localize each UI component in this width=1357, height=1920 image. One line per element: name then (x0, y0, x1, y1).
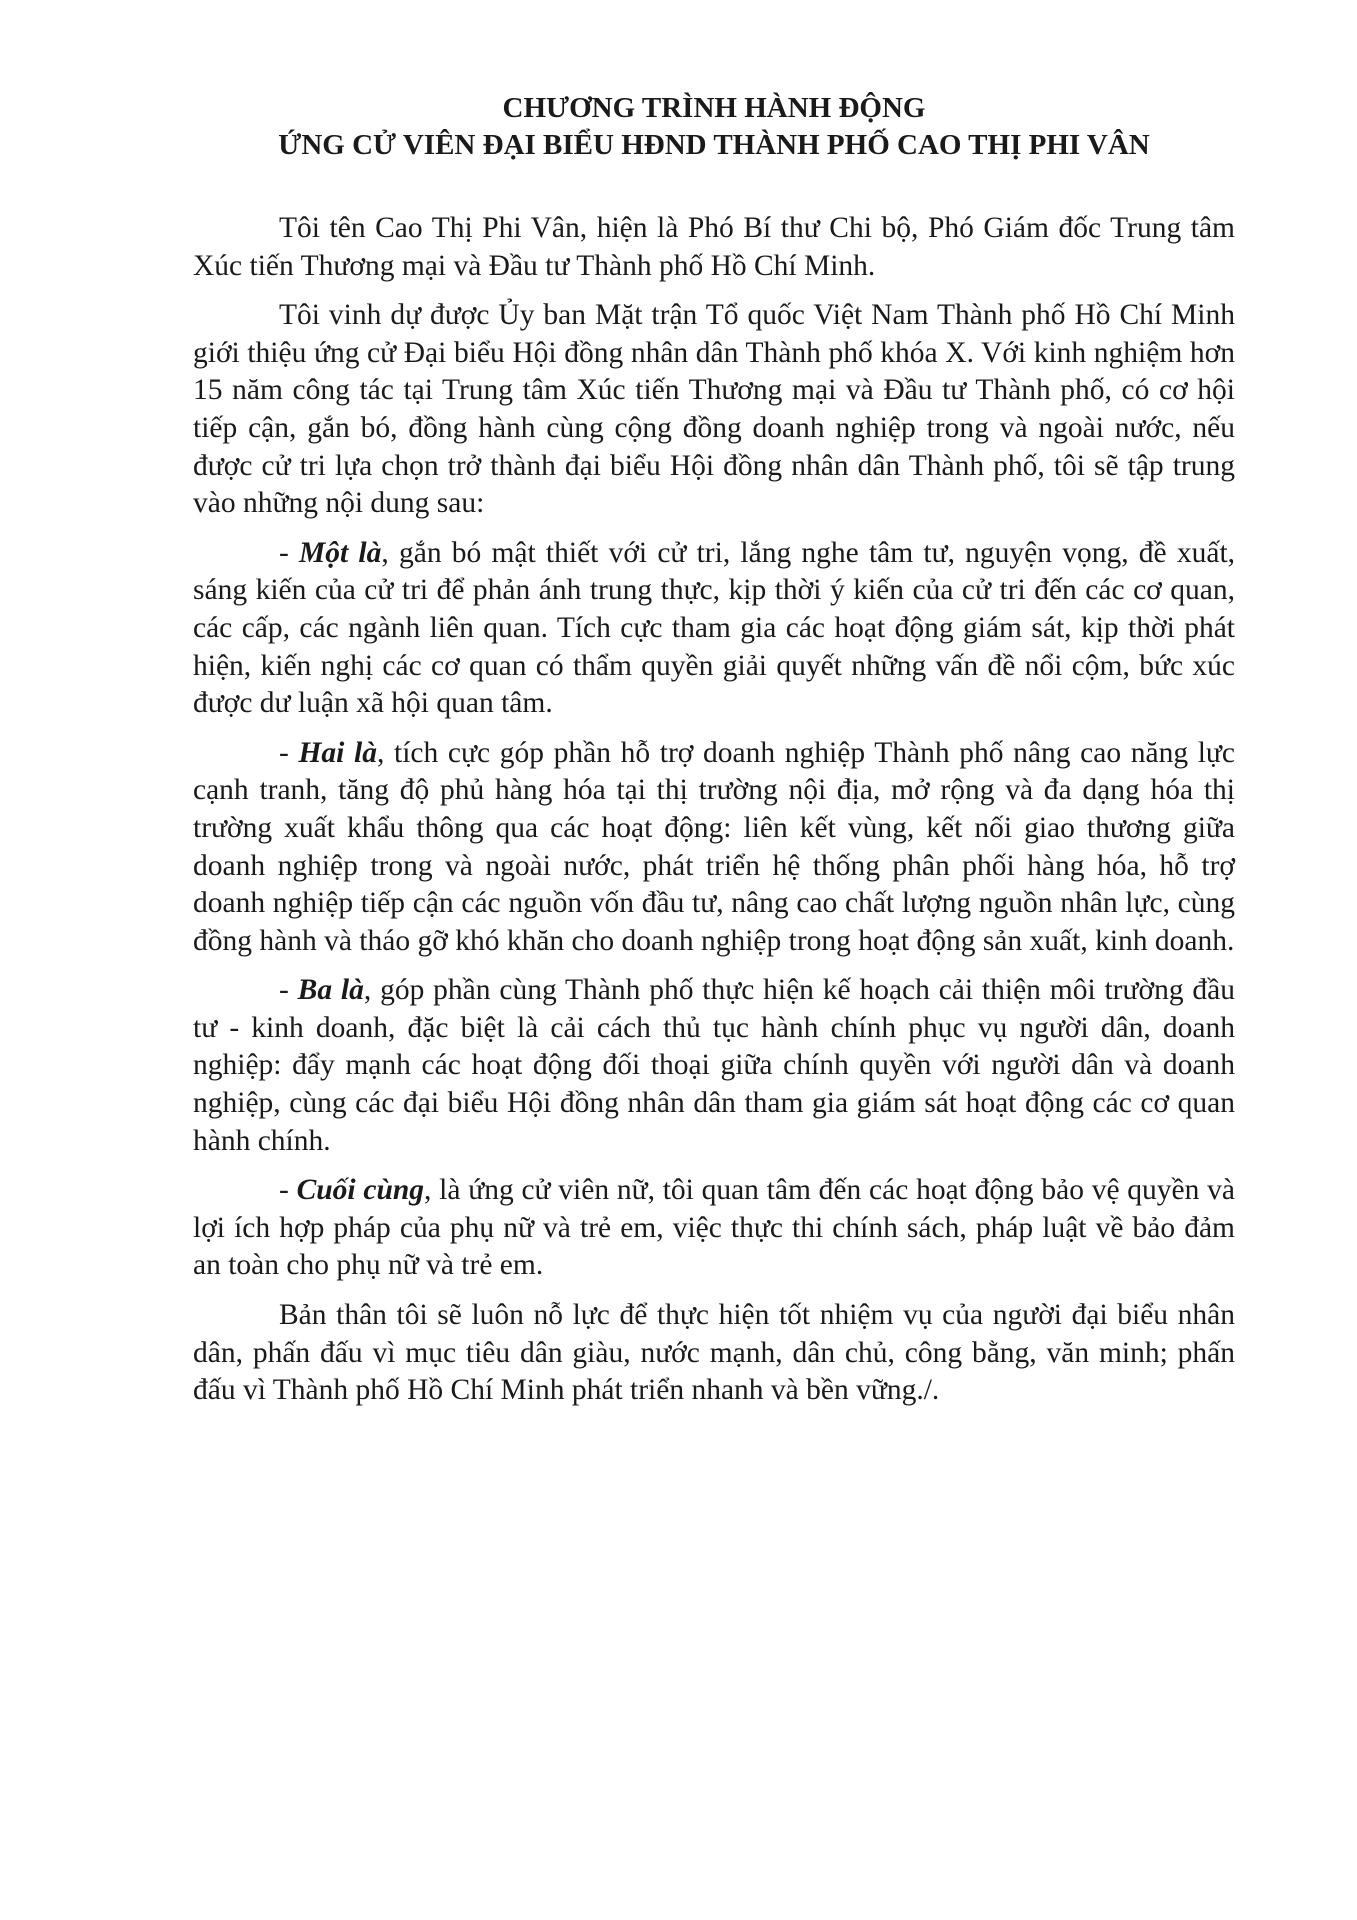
item-text: , tích cực góp phần hỗ trợ doanh nghiệp Thành phố nâng cao năng lực cạnh tranh, tăng độ phủ hàng hóa tại thị trường nội địa, mở rộng và đa dạng hóa thị trường xuất khẩu thông qua các hoạt động: liên kết vùng, kết nối giao thương giữa doanh nghiệp trong và ngoài nước, phát triển hệ thống phân phối hàng hóa, hỗ trợ doanh nghiệp tiếp cận các nguồn vốn đầu tư, nâng cao chất lượng nguồn nhân lực, cùng đồng hành và tháo gỡ khó khăn cho doanh nghiệp trong hoạt động sản xuất, kinh doanh. (193, 736, 1235, 957)
intro-paragraph: Tôi tên Cao Thị Phi Vân, hiện là Phó Bí thư Chi bộ, Phó Giám đốc Trung tâm Xúc tiến Thương mại và Đầu tư Thành phố Hồ Chí Minh. (193, 212, 1235, 282)
title-line-1: CHƯƠNG TRÌNH HÀNH ĐỘNG (502, 92, 926, 124)
item-dash: - (279, 536, 300, 569)
item-paragraph-4 (193, 1172, 1235, 1285)
item-dash: - (279, 736, 299, 769)
nomination-paragraph: Tôi vinh dự được Ủy ban Mặt trận Tổ quốc Việt Nam Thành phố Hồ Chí Minh giới thiệu ứng cử Đại biểu Hội đồng nhân dân Thành phố khóa X. Với kinh nghiệm hơn 15 năm công tác tại Trung tâm Xúc tiến Thương mại và Đầu tư Thành phố, có cơ hội tiếp cận, gắn bó, đồng hành cùng cộng đồng doanh nghiệp trong và ngoài nước, nếu được cử tri lựa chọn trở thành đại biểu Hội đồng nhân dân Thành phố, tôi sẽ tập trung vào những nội dung sau: (193, 299, 1235, 520)
item-text: , là ứng cử viên nữ, tôi quan tâm đến các hoạt động bảo vệ quyền và lợi ích hợp pháp của phụ nữ và trẻ em, việc thực thi chính sách, pháp luật về bảo đảm an toàn cho phụ nữ và trẻ em. (193, 1174, 1235, 1282)
item-paragraph-3 (193, 972, 1235, 1160)
item-dash: - (279, 974, 298, 1007)
document-title (193, 90, 1235, 164)
item-lead: Một là (299, 536, 382, 569)
item-lead: Cuối cùng (296, 1174, 425, 1207)
closing-paragraph: Bản thân tôi sẽ luôn nỗ lực để thực hiện tốt nhiệm vụ của người đại biểu nhân dân, phấn đấu vì mục tiêu dân giàu, nước mạnh, dân chủ, công bằng, văn minh; phấn đấu vì Thành phố Hồ Chí Minh phát triển nhanh và bền vững./. (193, 1299, 1235, 1407)
item-paragraph-1 (193, 535, 1235, 723)
item-paragraph-2 (193, 735, 1235, 961)
item-lead: Ba là (297, 974, 364, 1007)
item-lead: Hai là (298, 736, 377, 769)
document-page (193, 90, 1235, 1422)
item-text: , góp phần cùng Thành phố thực hiện kế hoạch cải thiện môi trường đầu tư - kinh doanh, đặc biệt là cải cách thủ tục hành chính phục vụ người dân, doanh nghiệp: đẩy mạnh các hoạt động đối thoại giữa chính quyền với người dân và doanh nghiệp, cùng các đại biểu Hội đồng nhân dân tham gia giám sát hoạt động các cơ quan hành chính. (193, 974, 1236, 1157)
item-dash: - (279, 1174, 297, 1207)
item-text: , gắn bó mật thiết với cử tri, lắng nghe tâm tư, nguyện vọng, đề xuất, sáng kiến của cử tri để phản ánh trung thực, kịp thời ý kiến của cử tri đến các cơ quan, các cấp, các ngành liên quan. Tích cực tham gia các hoạt động giám sát, kịp thời phát hiện, kiến nghị các cơ quan có thẩm quyền giải quyết những vấn đề nổi cộm, bức xúc được dư luận xã hội quan tâm. (193, 536, 1236, 720)
title-line-2: ỨNG CỬ VIÊN ĐẠI BIỂU HĐND THÀNH PHỐ CAO THỊ PHI VÂN (278, 129, 1150, 161)
